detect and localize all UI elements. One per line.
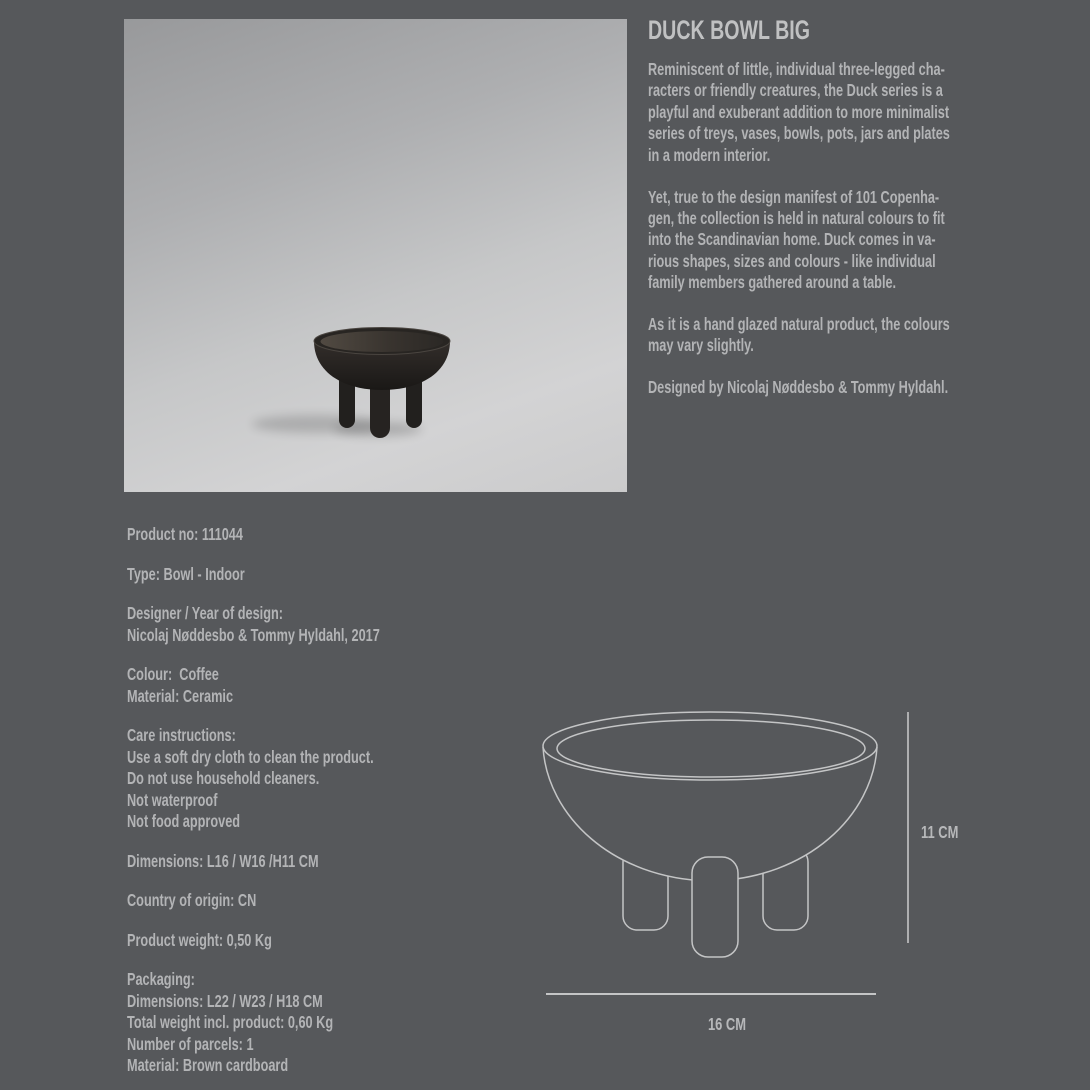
description-line: into the Scandinavian home. Duck comes in va- (648, 229, 936, 250)
description-line: may vary slightly. (648, 335, 754, 356)
bowl-inner (321, 331, 444, 352)
diagram-bowl-rim-outer (543, 712, 877, 780)
spec-group-designer (127, 603, 547, 646)
spec-line: Dimensions: L22 / W23 / H18 CM (127, 990, 323, 1011)
spec-line: Material: Ceramic (127, 685, 234, 706)
spec-line: Number of parcels: 1 (127, 1033, 254, 1054)
bowl-photo-graphic (124, 19, 627, 492)
dimension-diagram (540, 700, 990, 1045)
spec-line: Designer / Year of design: (127, 603, 283, 623)
diagram-leg-center (692, 857, 738, 957)
designer-credit-line: Designed by Nicolaj Nøddesbo & Tommy Hyldahl. (648, 377, 949, 398)
product-description (648, 59, 988, 419)
spec-line: Use a soft dry cloth to clean the product. (127, 746, 374, 767)
description-line: racters or friendly creatures, the Duck series is a (648, 80, 943, 101)
description-paragraph (648, 59, 988, 166)
spec-line: Nicolaj Nøddesbo & Tommy Hyldahl, 2017 (127, 624, 380, 645)
spec-group-care (127, 725, 547, 833)
description-paragraph (648, 377, 988, 398)
description-paragraph (648, 314, 988, 357)
spec-group-type (127, 564, 547, 586)
description-line: gen, the collection is held in natural colours to fit (648, 207, 945, 228)
description-line: Reminiscent of little, individual three-legged cha- (648, 59, 945, 79)
description-line: rious shapes, sizes and colours - like individual (648, 250, 936, 271)
spec-group-dimensions (127, 851, 547, 873)
spec-line: Country of origin: CN (127, 890, 257, 910)
spec-line: Dimensions: L16 / W16 /H11 CM (127, 850, 319, 871)
description-line: family members gathered around a table. (648, 272, 897, 293)
spec-line: Care instructions: (127, 725, 236, 745)
spec-group-weight (127, 930, 547, 952)
height-dimension-label: 11 CM (921, 823, 959, 843)
spec-line: Not food approved (127, 811, 241, 831)
spec-line: Not waterproof (127, 789, 218, 810)
description-line: series of treys, vases, bowls, pots, jars and plates (648, 123, 950, 144)
description-line: As it is a hand glazed natural product, the colours (648, 314, 950, 335)
product-title: DUCK BOWL BIG (648, 15, 810, 45)
spec-line: Do not use household cleaners. (127, 768, 320, 788)
spec-group-product-no (127, 524, 547, 546)
spec-line: Type: Bowl - Indoor (127, 563, 245, 584)
spec-line: Packaging: (127, 969, 195, 989)
spec-line: Product no: 111044 (127, 524, 243, 544)
spec-line: Product weight: 0,50 Kg (127, 929, 272, 950)
spec-group-packaging (127, 969, 547, 1077)
description-paragraph (648, 187, 988, 294)
spec-line: Colour: Coffee (127, 664, 219, 684)
spec-group-colour-material (127, 664, 547, 707)
spec-line: Material: Brown cardboard (127, 1055, 289, 1075)
description-line: playful and exuberant addition to more minimalist (648, 101, 950, 122)
product-specifications (127, 524, 547, 1090)
description-line: in a modern interior. (648, 144, 771, 165)
width-dimension-label: 16 CM (707, 1015, 747, 1035)
product-photo (124, 19, 627, 492)
spec-line: Total weight incl. product: 0,60 Kg (127, 1012, 334, 1032)
spec-group-origin (127, 890, 547, 912)
description-line: Yet, true to the design manifest of 101 Copenha- (648, 186, 940, 207)
